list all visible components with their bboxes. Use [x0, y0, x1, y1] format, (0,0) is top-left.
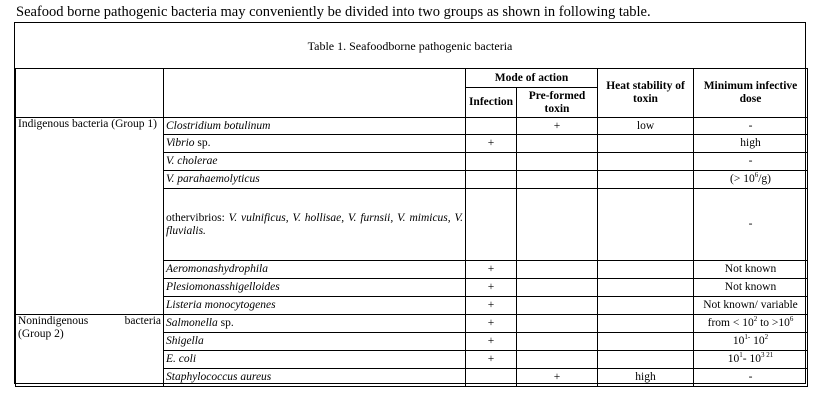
table-row — [16, 118, 808, 135]
species-cell — [164, 333, 466, 351]
species-cell — [164, 279, 466, 297]
dose-cell — [694, 333, 808, 351]
heat-cell — [598, 333, 694, 351]
header-group-blank — [16, 69, 164, 118]
dose-exponent-b: 3 21 — [760, 351, 774, 360]
dose-exponent-b: 2 — [764, 333, 769, 342]
header-heat-stability: Heat stability of toxin — [598, 69, 694, 118]
toxin-cell — [517, 297, 598, 315]
dose-exponent-a: 2 — [753, 315, 758, 324]
heat-cell — [598, 315, 694, 333]
infection-cell — [466, 189, 517, 261]
species-name: Listeria monocytogenes — [166, 299, 276, 311]
infection-cell — [466, 118, 517, 135]
dose-unit: /g) — [758, 173, 771, 185]
species-name: Clostridium botulinum — [166, 119, 271, 132]
header-preformed-toxin: Pre-formed toxin — [517, 88, 598, 118]
dose-cell: - — [694, 189, 808, 261]
header-species-blank — [164, 69, 466, 118]
dose-cell: Not known — [694, 279, 808, 297]
dose-cell: high — [694, 135, 808, 153]
heat-cell — [598, 171, 694, 189]
toxin-cell — [517, 189, 598, 261]
infection-cell: + — [466, 279, 517, 297]
toxin-cell — [517, 333, 598, 351]
table-caption: Table 1. Seafoodborne pathogenic bacteria — [307, 39, 513, 53]
dose-text-b: - 10 — [742, 353, 761, 365]
group-label-2: Nonindigenous bacteria (Group 2) — [16, 315, 164, 387]
species-cell — [164, 118, 466, 135]
species-cell — [164, 135, 466, 153]
dose-cell — [694, 315, 808, 333]
dose-cell: Not known — [694, 261, 808, 279]
species-name: Salmonella — [166, 317, 218, 329]
dose-text: (> 10 — [730, 173, 755, 185]
species-cell — [164, 297, 466, 315]
dose-text-b: 10 — [750, 335, 765, 347]
species-name: V. cholerae — [166, 155, 218, 167]
table-row — [16, 315, 808, 333]
group-label-1: Indigenous bacteria (Group 1) — [16, 118, 164, 315]
infection-cell: + — [466, 315, 517, 333]
species-cell — [164, 261, 466, 279]
toxin-cell — [517, 261, 598, 279]
infection-cell: + — [466, 333, 517, 351]
species-name: V. vulnificus, V. hollisae, V. furnsii, V. mimicus, V. fluvialis. — [166, 211, 463, 237]
species-suffix: sp. — [217, 317, 234, 329]
dose-exponent-a: 1- — [744, 333, 751, 342]
toxin-cell: + — [517, 369, 598, 387]
toxin-cell — [517, 351, 598, 369]
dose-cell: Not known/ variable — [694, 297, 808, 315]
species-cell — [164, 351, 466, 369]
intro-text: Seafood borne pathogenic bacteria may conveniently be divided into two groups as shown in following table. — [16, 4, 651, 20]
toxin-cell — [517, 315, 598, 333]
dose-exponent-b: 6 — [789, 315, 794, 324]
infection-cell — [466, 153, 517, 171]
heat-cell — [598, 351, 694, 369]
header-row-1 — [16, 69, 808, 88]
heat-cell — [598, 153, 694, 171]
heat-cell — [598, 297, 694, 315]
dose-text-a: 10 — [732, 335, 745, 347]
dose-exponent-a: 1 — [739, 351, 743, 360]
dose-text-a: 10 — [727, 353, 740, 365]
header-infection: Infection — [466, 88, 517, 118]
infection-cell: + — [466, 135, 517, 153]
dose-cell: - — [694, 369, 808, 387]
species-name: Plesiomonasshigelloides — [166, 281, 280, 293]
header-mode-of-action: Mode of action — [466, 69, 598, 88]
heat-cell: low — [598, 118, 694, 135]
species-cell — [164, 171, 466, 189]
species-cell — [164, 153, 466, 171]
species-name: E. coli — [166, 353, 197, 365]
species-name: Staphylococcus aureus — [166, 371, 272, 383]
infection-cell: + — [466, 351, 517, 369]
toxin-cell — [517, 171, 598, 189]
dose-cell: - — [694, 118, 808, 135]
heat-cell: high — [598, 369, 694, 387]
species-name: Shigella — [166, 335, 204, 347]
infection-cell: + — [466, 261, 517, 279]
toxin-cell — [517, 153, 598, 171]
species-prefix: othervibrios: — [166, 211, 229, 224]
dose-text-b: to >10 — [757, 317, 790, 329]
table-frame — [14, 22, 806, 384]
infection-cell — [466, 369, 517, 387]
species-name: V. parahaemolyticus — [166, 173, 260, 185]
toxin-cell: + — [517, 118, 598, 135]
toxin-cell — [517, 135, 598, 153]
dose-text-a: from < 10 — [707, 317, 754, 329]
header-min-dose: Minimum infective dose — [694, 69, 808, 118]
dose-cell: - — [694, 153, 808, 171]
dose-exponent: 6 — [754, 171, 759, 180]
species-cell — [164, 315, 466, 333]
species-name: Vibrio — [166, 137, 195, 149]
heat-cell — [598, 135, 694, 153]
infection-cell — [466, 171, 517, 189]
heat-cell — [598, 261, 694, 279]
infection-cell: + — [466, 297, 517, 315]
species-cell — [164, 369, 466, 387]
species-name: Aeromonashydrophila — [166, 263, 269, 275]
species-suffix: sp. — [194, 137, 211, 149]
heat-cell — [598, 189, 694, 261]
dose-cell — [694, 171, 808, 189]
toxin-cell — [517, 279, 598, 297]
species-cell — [164, 189, 466, 261]
dose-cell — [694, 351, 808, 369]
heat-cell — [598, 279, 694, 297]
pathogen-table — [15, 68, 808, 387]
